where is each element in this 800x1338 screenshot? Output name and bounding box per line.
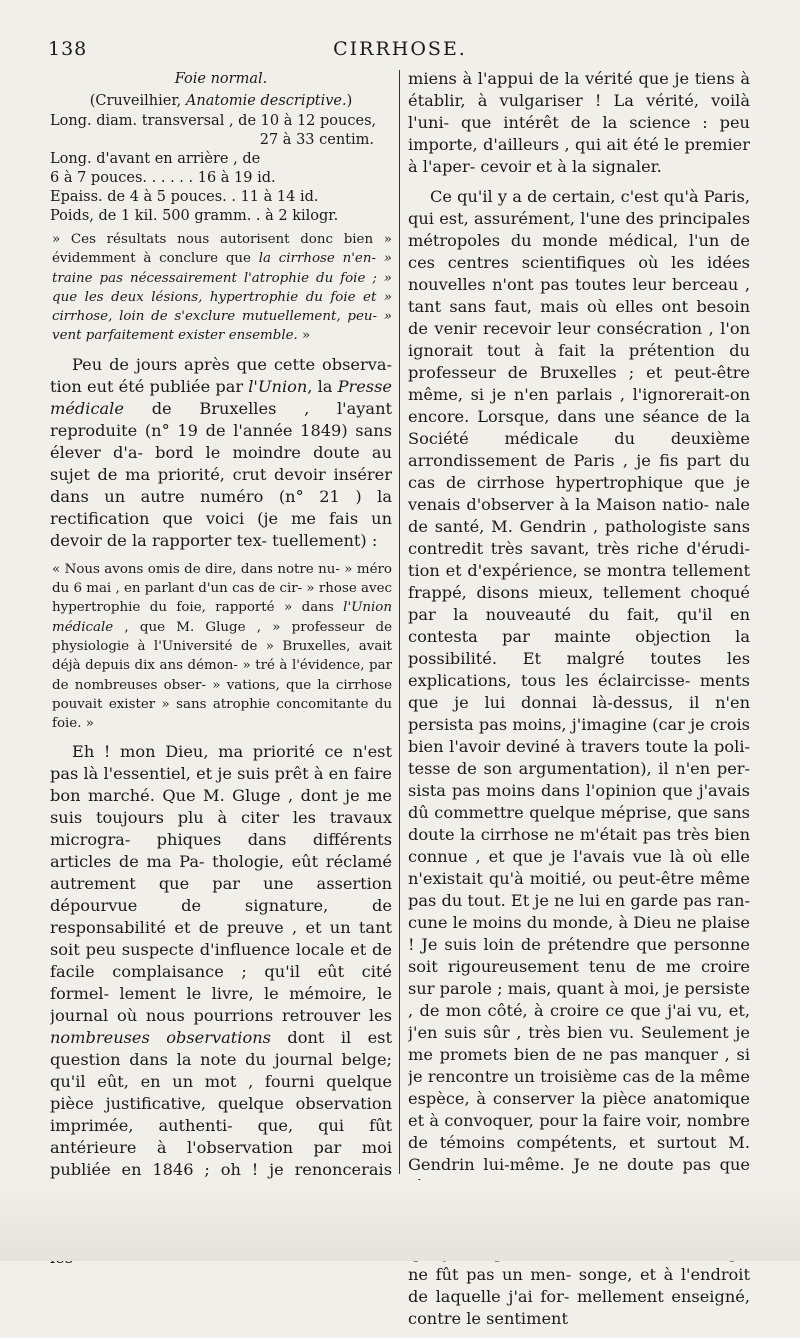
table-title: Foie normal. (174, 71, 268, 87)
paragraph: miens à l'appui de la vérité que je tiens à établir, à vulgariser ! La vérité, voilà l'uni- que intérêt de la science : peu importe, d'ailleurs , qui ait été le premier à l'aper- cevoir et à la signaler. (408, 69, 750, 176)
table-row: 27 à 33 centim. (259, 132, 374, 148)
page-bottom-margin (0, 1180, 800, 1261)
table-row: 6 à 7 pouces. . . . . . 16 à 19 id. (50, 170, 276, 186)
paragraph: Peu de jours après que cette observa- tion eut été publiée par l'Union, la Presse médicale de Bruxelles , l'ayant reproduite (n° 19 de l'année 1849) sans élever d'a- bord le moindre doute au sujet de ma priorité, crut devoir insérer dans un autre numéro (n° 21 ) la rectification que voici (je me fais un devoir de la rapporter tex- tuellement) : (50, 354, 392, 550)
quote-block: » Ces résultats nous autorisent donc bien » évidemment à conclure que la cirrhose n'en- » traine pas nécessairement l'atrophie du foie ; » que les deux lésions, hypertrophie du foie et » cirrhose, loin de s'exclure mutuellement, peu- » vent parfaitement exister ensemble. » (52, 232, 392, 344)
table-source: (Cruveilhier, Anatomie descriptive.) (89, 93, 353, 109)
paragraph: Eh ! mon Dieu, ma priorité ce n'est pas là l'essentiel, et je suis prêt à en faire bon marché. Que M. Gluge , dont je me suis toujours plu à citer les travaux microgra- phiques dans différents articles de ma Pa- thologie, eût réclamé autrement que par une assertion dépourvue de signature, de responsabilité et de preuve , et un tant soit peu suspecte d'influence locale et de facile complaisance ; qu'il eût cité formel- lement le livre, le mémoire, le journal où nous pourrions retrouver les nombreuses observations dont il est question dans la note du journal belge; qu'il eût, en un mot , fourni quelque pièce justificative, quelque observation imprimée, authenti- que, qui fût antérieure à l'observation par moi publiée en 1846 ; oh ! je renoncerais (50, 742, 392, 1180)
page-number: 138 (48, 38, 88, 60)
table-row: Epaiss. de 4 à 5 pouces. . 11 à 14 id. (50, 189, 319, 205)
table-row: Long. diam. transversal , de 10 à 12 pouces, (50, 113, 377, 129)
table-row: Long. d'avant en arrière , de (50, 151, 261, 167)
running-head (48, 38, 752, 68)
right-column (408, 68, 750, 1338)
paragraph: Ce qu'il y a de certain, c'est qu'à Paris, qui est, assurément, l'une des principales métropoles du monde médical, l'un de ces centres scientifiques où les idées nouvelles n'ont pas toutes leur berceau , tant sans faut, mais où elles ont besoin de venir recevoir leur consécration , l'on ignorait tout à fait la prétention du professeur de Bruxelles ; et peut-être même, si je n'en parlais , l'ignorerait-on encore. Lorsque, dans une séance de la Société médicale du deuxième arrondissement de Paris , je fis part du cas de cirrhose hypertrophique que je venais d'observer à la Maison natio- nale de santé, M. Gendrin , pathologiste sans contredit très savant, très riche d'érudi- tion et d'expérience, se montra tellement frappé, disons mieux, tellement choqué par la nouveauté du fait, qu'il en contesta par mainte objection la possibilité. Et malgré toutes les explications, tous les éclaircisse- ments que je lui donnai là-dessus, il n'en persista pas moins, j'imagine (car je crois bien l'avoir deviné à travers toute la poli- tesse de son argumentation), il n'en per- sista pas moins dans l'opinion que j'avais dû commettre quelque méprise, que sans doute la cirrhose ne m'était pas très bien connue , et que je l'avais vue là où elle n'existait qu'à moitié, ou peut-être même pas du tout. Et je ne lui en garde pas ran- cune le moins du monde, à Dieu ne plaise ! Je suis loin de prétendre que personne soit rigoureusement tenu de me croire sur parole ; mais, quant à moi, je persiste , de mon côté, à croire ce que j'ai vu, et, j'en suis sûr , très bien vu. Seulement je me promets bien de ne pas manquer , si je rencontre un troisième cas de la même espèce, à conserver la pièce anatomique et à convoquer, pour la faire voir, nombre de témoins compétents, et surtout M. Gendrin lui-même. Je ne doute pas que ne fût pas un men- songe, et à l'endroit de laquelle j'ai for- mellement enseigné, contre le sentiment (408, 187, 750, 1328)
running-title: CIRRHOSE. (333, 38, 467, 60)
quote-block: « Nous avons omis de dire, dans notre nu- » méro du 6 mai , en parlant d'un cas de cir- » rhose avec hypertrophie du foie, rapporté » dans l'Union médicale , que M. Gluge , » professeur de physiologie à l'Université de » Bruxelles, avait déjà depuis dix ans démon- » tré à l'évidence, par de nombreuses obser- » vations, que la cirrhose pouvait exister » sans atrophie concomitante du foie. » (52, 561, 392, 732)
left-column (50, 68, 392, 1277)
column-divider (399, 70, 400, 1174)
table-row: Poids, de 1 kil. 500 gramm. . à 2 kilogr. (50, 208, 339, 224)
